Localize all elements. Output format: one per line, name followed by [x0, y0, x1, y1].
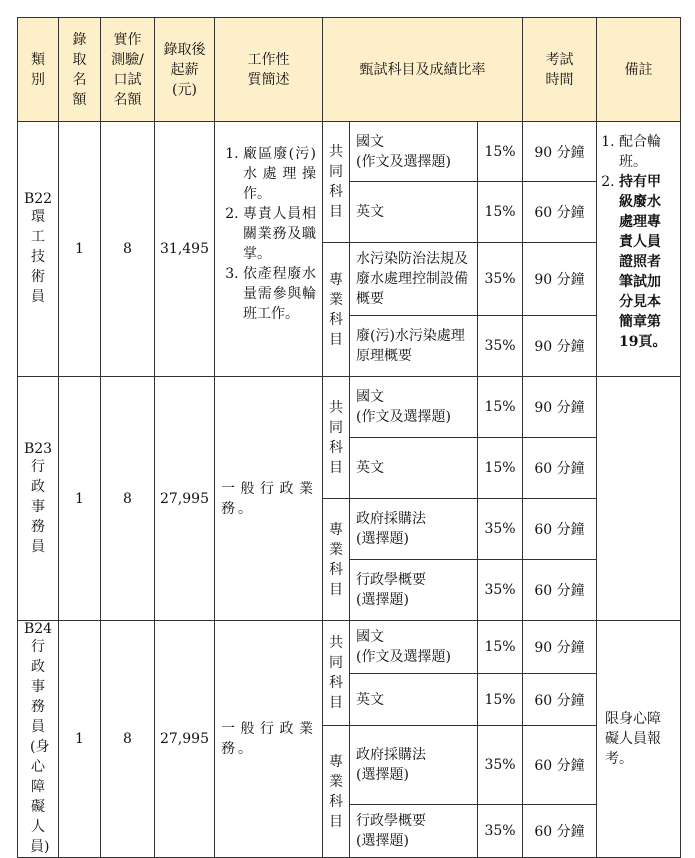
category-cell — [18, 122, 59, 377]
category-title: 環工技術員 — [31, 209, 45, 305]
category-cell — [18, 377, 59, 621]
exam-time: 60 分鐘 — [523, 182, 597, 243]
table-row — [18, 377, 681, 438]
subject-name: 政府採購法 (選擇題) — [350, 499, 478, 560]
subject-name: 國文 (作文及選擇題) — [350, 621, 478, 674]
header-category: 類別 — [18, 18, 59, 122]
header-salary: 錄取後起薪(元) — [155, 18, 215, 122]
group-professional: 專業科目 — [323, 243, 350, 377]
category-title: 行政事務員(身心障礙人員) — [30, 639, 50, 855]
subject-ratio: 35% — [478, 499, 523, 560]
job-description — [215, 122, 323, 377]
subject-ratio: 15% — [478, 674, 523, 726]
subject-ratio: 35% — [478, 805, 523, 858]
remarks-cell: 限身心障礙人員報考。 — [597, 621, 681, 858]
exam-time: 90 分鐘 — [523, 316, 597, 377]
exam-time: 60 分鐘 — [523, 499, 597, 560]
group-common: 共同科目 — [323, 377, 350, 499]
subject-ratio: 15% — [478, 438, 523, 499]
subject-name: 政府採購法 (選擇題) — [350, 726, 478, 805]
recruitment-table — [17, 17, 681, 858]
subject-name: 行政學概要 (選擇題) — [350, 560, 478, 621]
quota-value: 1 — [59, 122, 101, 377]
subject-ratio: 35% — [478, 243, 523, 316]
salary-value: 27,995 — [155, 377, 215, 621]
subject-name: 行政學概要 (選擇題) — [350, 805, 478, 858]
table-row — [18, 122, 681, 182]
group-professional: 專業科目 — [323, 726, 350, 858]
subject-ratio: 15% — [478, 377, 523, 438]
header-exam-time: 考試時間 — [523, 18, 597, 122]
subject-ratio: 35% — [478, 560, 523, 621]
duty-list — [221, 144, 316, 324]
duty-item: 1. 廠區廢(污)水處理操作。 — [243, 144, 316, 204]
header-job: 工作性質簡述 — [215, 18, 323, 122]
remarks-list — [603, 132, 674, 352]
test-quota-value: 8 — [101, 122, 155, 377]
exam-time: 90 分鐘 — [523, 243, 597, 316]
subject-ratio: 15% — [478, 182, 523, 243]
exam-time: 60 分鐘 — [523, 726, 597, 805]
exam-time: 90 分鐘 — [523, 377, 597, 438]
table-row — [18, 621, 681, 674]
subject-name: 國文 (作文及選擇題) — [350, 122, 478, 182]
header-test-quota: 實作測驗/口試名額 — [101, 18, 155, 122]
job-description: 一般行政業務。 — [215, 621, 323, 858]
exam-time: 60 分鐘 — [523, 438, 597, 499]
exam-time: 90 分鐘 — [523, 621, 597, 674]
test-quota-value: 8 — [101, 621, 155, 858]
subject-name: 廢(污)水污染處理原理概要 — [350, 316, 478, 377]
category-title: 行政事務員 — [31, 458, 45, 555]
remark-item: 1. 配合輪班。 — [619, 132, 674, 172]
subject-ratio: 15% — [478, 621, 523, 674]
salary-value: 27,995 — [155, 621, 215, 858]
group-professional: 專業科目 — [323, 499, 350, 621]
quota-value: 1 — [59, 621, 101, 858]
header-quota: 錄取名額 — [59, 18, 101, 122]
group-common: 共同科目 — [323, 621, 350, 726]
salary-value: 31,495 — [155, 122, 215, 377]
exam-time: 60 分鐘 — [523, 560, 597, 621]
subject-name: 英文 — [350, 182, 478, 243]
exam-time: 90 分鐘 — [523, 122, 597, 182]
header-subjects: 甄試科目及成績比率 — [323, 18, 523, 122]
category-code: B23 — [23, 440, 53, 457]
group-common: 共同科目 — [323, 122, 350, 243]
category-code: B22 — [23, 191, 53, 207]
exam-time: 60 分鐘 — [523, 805, 597, 858]
subject-ratio: 15% — [478, 122, 523, 182]
remarks-cell — [597, 377, 681, 621]
exam-time: 60 分鐘 — [523, 674, 597, 726]
quota-value: 1 — [59, 377, 101, 621]
subject-ratio: 35% — [478, 726, 523, 805]
subject-name: 國文 (作文及選擇題) — [350, 377, 478, 438]
category-cell — [18, 621, 59, 858]
subject-name: 英文 — [350, 438, 478, 499]
test-quota-value: 8 — [101, 377, 155, 621]
subject-name: 英文 — [350, 674, 478, 726]
subject-ratio: 35% — [478, 316, 523, 377]
remark-item: 2. 持有甲級廢水處理專責人員證照者筆試加分見本簡章第19頁。 — [619, 172, 674, 352]
job-description: 一般行政業務。 — [215, 377, 323, 621]
header-remarks: 備註 — [597, 18, 681, 122]
duty-item: 3. 依產程廢水量需參與輪班工作。 — [243, 264, 316, 324]
duty-item: 2. 專責人員相關業務及職掌。 — [243, 204, 316, 264]
remarks-cell — [597, 122, 681, 377]
category-code: B24 — [23, 621, 53, 637]
subject-name: 水污染防治法規及廢水處理控制設備概要 — [350, 243, 478, 316]
